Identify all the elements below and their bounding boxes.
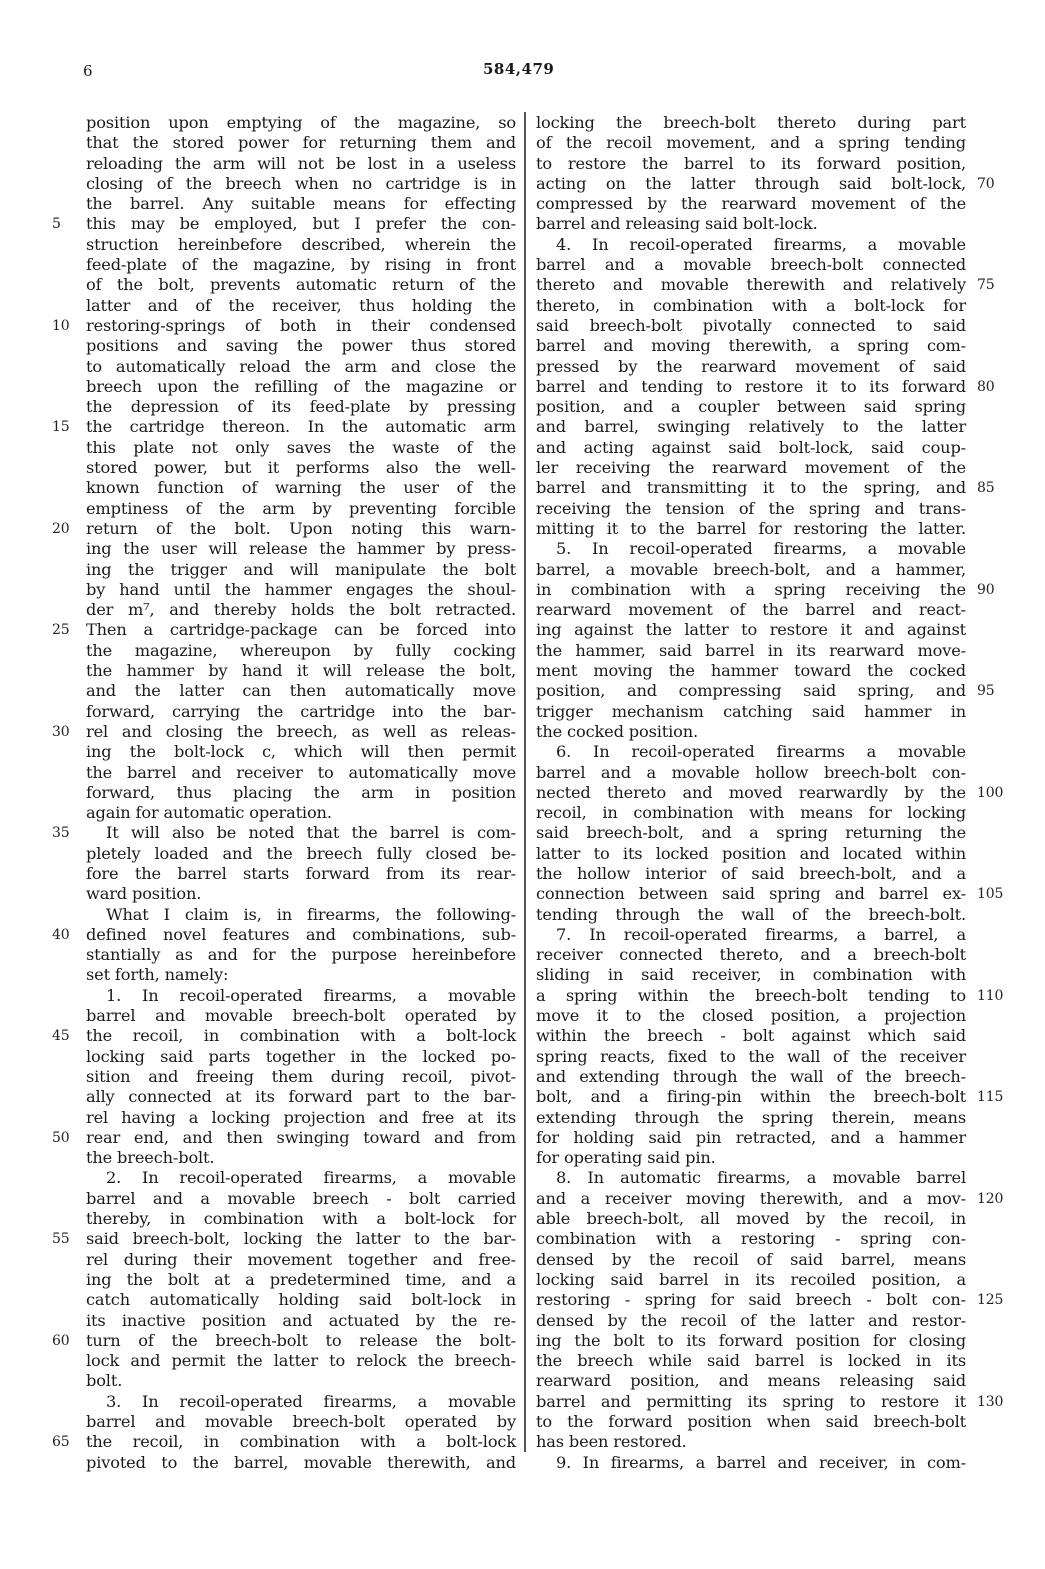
line-text: the hammer, said barrel in its rearward move- [536,640,966,660]
line-text: barrel and transmitting it to the spring, and [536,478,966,498]
text-line [86,377,516,397]
line-text: set forth, namely: [86,965,229,985]
text-line [536,336,966,356]
line-text: this may be employed, but I prefer the con- [86,214,516,234]
line-text: stantially as and for the purpose hereinbefore [86,945,516,965]
text-line [86,316,516,336]
text-line [536,580,966,600]
text-line [536,1189,966,1209]
text-line [536,1351,966,1371]
line-text: der m⁷, and thereby holds the bolt retracted. [86,600,516,620]
line-text: It will also be noted that the barrel is com- [106,823,516,843]
line-text: 8. In automatic firearms, a movable barrel [556,1168,966,1188]
line-text: by hand until the hammer engages the shoul- [86,579,516,599]
line-text: this plate not only saves the waste of the [86,437,516,457]
line-text: forward, carrying the cartridge into the bar- [86,701,516,721]
line-text: for holding said pin retracted, and a hammer [536,1127,966,1147]
line-text: lock and permit the latter to relock the breech- [86,1351,516,1371]
line-number: 35 [52,825,70,842]
text-line [86,438,516,458]
line-text: pressed by the rearward movement of said [536,356,966,376]
line-text: barrel and releasing said bolt-lock. [536,214,818,234]
line-text: thereto and movable therewith and relatively [536,275,966,295]
text-line [86,1087,516,1107]
line-number: 75 [977,277,995,294]
line-text: the barrel. Any suitable means for effecting [86,194,516,214]
text-line [86,154,516,174]
text-line [536,194,966,214]
text-line [536,600,966,620]
line-text: compressed by the rearward movement of the [536,194,966,214]
text-line [536,478,966,498]
line-text: bolt. [86,1371,123,1391]
text-line [536,397,966,417]
line-text: return of the bolt. Upon noting this warn- [86,518,516,538]
line-text: rel during their movement together and free- [86,1249,516,1269]
text-line [536,1128,966,1148]
line-text: closing of the breech when no cartridge is in [86,173,516,193]
line-text: What I claim is, in firearms, the following- [106,904,516,924]
line-text: rel and closing the breech, as well as releas- [86,721,516,741]
line-text: fore the barrel starts forward from its rear- [86,863,516,883]
line-text: the cocked position. [536,721,699,741]
line-text: densed by the recoil of the latter and restor- [536,1310,966,1330]
text-line [536,214,966,234]
line-text: the barrel and receiver to automatically move [86,762,516,782]
line-text: restoring-springs of both in their condensed [86,315,516,335]
line-text: receiver connected thereto, and a breech-bolt [536,945,966,965]
line-number: 55 [52,1231,70,1248]
line-text: recoil, in combination with means for locking [536,803,966,823]
line-number: 95 [977,683,995,700]
line-text: and extending through the wall of the breech- [536,1066,966,1086]
text-line [86,1250,516,1270]
text-line [536,1026,966,1046]
line-number: 50 [52,1129,70,1146]
text-line [536,783,966,803]
line-text: of the bolt, prevents automatic return of the [86,275,516,295]
text-line [86,925,516,945]
text-line [536,499,966,519]
line-number: 40 [52,926,70,943]
text-line [536,113,966,133]
text-line [536,133,966,153]
line-text: emptiness of the arm by preventing forcible [86,498,516,518]
text-line [536,1412,966,1432]
text-line [536,620,966,640]
line-text: 3. In recoil-operated firearms, a movable [106,1391,516,1411]
line-text: position upon emptying of the magazine, so [86,113,516,132]
line-text: pivoted to the barrel, movable therewith, and [86,1452,516,1472]
line-number: 45 [52,1028,70,1045]
line-text: and barrel, swinging relatively to the latter [536,417,966,437]
line-text: within the breech - bolt against which said [536,1026,966,1046]
line-text: struction hereinbefore described, wherein the [86,234,516,254]
text-line [86,336,516,356]
text-line [86,844,516,864]
line-text: ally connected at its forward part to the bar- [86,1087,516,1107]
line-text: trigger mechanism catching said hammer in [536,701,966,721]
line-text: nected thereto and moved rearwardly by the [536,782,966,802]
text-line [86,1168,516,1188]
line-text: position, and compressing said spring, and [536,681,966,701]
text-line [536,1209,966,1229]
line-text: tending through the wall of the breech-bolt. [536,904,966,924]
line-text: forward, thus placing the arm in position [86,782,516,802]
line-text: position, and a coupler between said spring [536,397,966,417]
line-text: rear end, and then swinging toward and from [86,1127,516,1147]
text-line [536,905,966,925]
line-text: densed by the recoil of said barrel, means [536,1249,966,1269]
text-line [86,1290,516,1310]
line-text: combination with a restoring - spring con- [536,1229,966,1249]
line-text: able breech-bolt, all moved by the recoil, in [536,1209,966,1229]
line-number: 70 [977,175,995,192]
line-text: the recoil, in combination with a bolt-lock [86,1026,516,1046]
line-text: known function of warning the user of the [86,478,516,498]
text-line [86,1432,516,1452]
line-text: 7. In recoil-operated firearms, a barrel, a [556,924,966,944]
text-line [86,478,516,498]
line-text: 4. In recoil-operated firearms, a movable [556,234,966,254]
line-text: said breech-bolt pivotally connected to said [536,315,966,335]
text-line [86,357,516,377]
text-line [536,1311,966,1331]
text-line [86,580,516,600]
line-text: move it to the closed position, a projection [536,1006,966,1026]
line-text: barrel and movable breech-bolt operated by [86,1006,516,1026]
text-line [536,945,966,965]
line-text: barrel and permitting its spring to restore it [536,1391,966,1411]
line-text: ler receiving the rearward movement of the [536,458,966,478]
text-line [536,641,966,661]
line-text: restoring - spring for said breech - bolt con- [536,1290,966,1310]
line-text: Then a cartridge-package can be forced into [86,620,516,640]
text-line [536,823,966,843]
text-line [86,235,516,255]
text-line [86,1026,516,1046]
page-number: 6 [83,62,93,80]
text-line [536,803,966,823]
line-number: 90 [977,581,995,598]
text-line [536,539,966,559]
line-number: 115 [977,1089,1004,1106]
line-text: the hammer by hand it will release the bolt, [86,661,516,681]
line-text: to automatically reload the arm and close the [86,356,516,376]
line-text: again for automatic operation. [86,803,332,823]
line-text: rearward movement of the barrel and react- [536,600,966,620]
line-text: positions and saving the power thus stored [86,336,516,356]
text-line [86,1453,516,1473]
text-line [86,864,516,884]
line-text: ing the bolt at a predetermined time, and a [86,1269,516,1289]
line-text: sliding in said receiver, in combination with [536,965,966,985]
line-text: the recoil, in combination with a bolt-lock [86,1432,516,1452]
line-text: ward position. [86,884,202,904]
text-line [536,1290,966,1310]
line-text: barrel and a movable breech - bolt carried [86,1188,516,1208]
text-line [536,1108,966,1128]
line-text: connection between said spring and barrel ex- [536,884,966,904]
text-line [536,235,966,255]
line-number: 30 [52,723,70,740]
line-number: 85 [977,480,995,497]
text-line [536,417,966,437]
line-text: mitting it to the barrel for restoring the latter. [536,518,966,538]
line-text: and acting against said bolt-lock, said coup- [536,437,966,457]
text-line [86,763,516,783]
text-line [536,377,966,397]
line-number: 5 [52,216,61,233]
line-text: thereto, in combination with a bolt-lock for [536,295,966,315]
text-line [536,986,966,1006]
line-text: catch automatically holding said bolt-lock in [86,1290,516,1310]
line-text: locking said barrel in its recoiled position, a [536,1269,966,1289]
line-text: spring reacts, fixed to the wall of the receiver [536,1046,966,1066]
line-text: barrel and a movable hollow breech-bolt con- [536,762,966,782]
line-number: 125 [977,1292,1004,1309]
text-line [86,133,516,153]
text-line [86,1189,516,1209]
line-text: ing the bolt-lock c, which will then permit [86,742,516,762]
line-text: rearward position, and means releasing said [536,1371,966,1391]
text-line [536,702,966,722]
line-text: in combination with a spring receiving the [536,579,966,599]
text-line [86,255,516,275]
line-text: 9. In firearms, a barrel and receiver, in com- [556,1452,966,1472]
line-number: 15 [52,419,70,436]
text-line [86,1331,516,1351]
text-line [86,1371,516,1391]
text-line [536,1229,966,1249]
line-number: 100 [977,784,1004,801]
line-number: 60 [52,1332,70,1349]
text-line [86,965,516,985]
line-text: a spring within the breech-bolt tending to [536,985,966,1005]
line-text: to restore the barrel to its forward position, [536,153,966,173]
line-text: latter to its locked position and located within [536,843,966,863]
text-line [536,1453,966,1473]
text-line [86,560,516,580]
line-text: pletely loaded and the breech fully closed be- [86,843,516,863]
column-divider [524,112,526,1452]
line-number: 120 [977,1190,1004,1207]
text-line [536,174,966,194]
text-line [536,925,966,945]
text-line [86,1148,516,1168]
line-number: 20 [52,520,70,537]
text-line [86,1128,516,1148]
text-line [86,742,516,762]
text-line [86,275,516,295]
line-text: rel having a locking projection and free at its [86,1107,516,1127]
patent-number: 584,479 [483,60,555,78]
line-text: its inactive position and actuated by the re- [86,1310,516,1330]
line-text: barrel and a movable breech-bolt connected [536,255,966,275]
text-line [86,945,516,965]
text-line [536,1331,966,1351]
text-line [86,1047,516,1067]
text-line [536,1006,966,1026]
line-text: to the forward position when said breech-bolt [536,1412,966,1431]
line-text: ing the trigger and will manipulate the bolt [86,559,516,579]
text-line [536,1047,966,1067]
line-number: 130 [977,1393,1004,1410]
line-number: 25 [52,622,70,639]
line-text: and a receiver moving therewith, and a mov- [536,1188,966,1208]
text-line [86,174,516,194]
right-text-column [536,113,1004,1473]
line-text: ing the user will release the hammer by press- [86,539,516,559]
line-text: said breech-bolt, and a spring returning the [536,823,966,843]
text-line [86,722,516,742]
line-text: defined novel features and combinations, sub- [86,924,516,944]
text-line [86,539,516,559]
line-text: the hollow interior of said breech-bolt, and a [536,863,966,883]
line-text: feed-plate of the magazine, by rising in front [86,255,516,275]
text-line [536,438,966,458]
line-text: the depression of its feed-plate by pressing [86,397,516,417]
text-line [86,986,516,1006]
line-text: barrel and tending to restore it to its forward [536,376,966,396]
line-text: has been restored. [536,1432,687,1452]
line-text: the breech while said barrel is locked in its [536,1351,966,1371]
line-text: 6. In recoil-operated firearms a movable [556,742,966,762]
line-text: of the recoil movement, and a spring tending [536,133,966,153]
text-line [86,661,516,681]
line-text: receiving the tension of the spring and trans- [536,498,966,518]
line-text: 5. In recoil-operated firearms, a movable [556,539,966,559]
line-text: barrel, a movable breech-bolt, and a hammer, [536,559,966,579]
text-line [86,113,516,133]
text-line [86,641,516,661]
line-text: the breech-bolt. [86,1148,215,1168]
line-text: said breech-bolt, locking the latter to the bar- [86,1229,516,1249]
text-line [86,214,516,234]
line-text: extending through the spring therein, means [536,1107,966,1127]
text-line [536,884,966,904]
text-line [86,1351,516,1371]
text-line [536,722,966,742]
text-line [536,296,966,316]
line-text: acting on the latter through said bolt-lock, [536,173,966,193]
line-text: breech upon the refilling of the magazine or [86,376,516,396]
line-text: locking said parts together in the locked po- [86,1046,516,1066]
line-text: sition and freeing them during recoil, pivot- [86,1066,516,1086]
line-number: 110 [977,987,1004,1004]
line-text: barrel and moving therewith, a spring com- [536,336,966,356]
text-line [86,1229,516,1249]
text-line [536,1250,966,1270]
line-text: and the latter can then automatically move [86,681,516,701]
text-line [86,458,516,478]
line-text: 1. In recoil-operated firearms, a movable [106,985,516,1005]
text-line [536,742,966,762]
line-text: locking the breech-bolt thereto during part [536,113,966,132]
line-text: ing the bolt to its forward position for closing [536,1330,966,1350]
text-line [86,519,516,539]
line-text: ment moving the hammer toward the cocked [536,661,966,681]
text-line [86,823,516,843]
line-text: thereby, in combination with a bolt-lock for [86,1209,516,1229]
text-line [86,1067,516,1087]
line-text: barrel and movable breech-bolt operated by [86,1412,516,1431]
text-line [536,1392,966,1412]
text-line [536,1432,966,1452]
line-text: bolt, and a firing-pin within the breech-bolt [536,1087,966,1107]
line-number: 10 [52,317,70,334]
text-line [86,417,516,437]
text-line [536,519,966,539]
text-line [86,783,516,803]
text-line [86,884,516,904]
text-line [86,681,516,701]
line-text: ing against the latter to restore it and against [536,620,966,640]
text-line [536,275,966,295]
line-text: turn of the breech-bolt to release the bolt- [86,1330,516,1350]
line-text: latter and of the receiver, thus holding the [86,295,516,315]
text-line [86,1270,516,1290]
text-line [536,681,966,701]
line-text: that the stored power for returning them and [86,133,516,153]
line-text: stored power, but it performs also the well- [86,458,516,478]
text-line [536,1087,966,1107]
text-line [86,1392,516,1412]
line-text: for operating said pin. [536,1148,716,1168]
line-number: 105 [977,886,1004,903]
line-text: 2. In recoil-operated firearms, a movable [106,1168,516,1188]
line-number: 65 [52,1434,70,1451]
text-line [86,620,516,640]
left-text-column [52,113,516,1473]
text-line [536,844,966,864]
text-line [536,316,966,336]
text-line [536,1148,966,1168]
line-text: the cartridge thereon. In the automatic arm [86,417,516,437]
line-text: reloading the arm will not be lost in a useless [86,153,516,173]
line-number: 80 [977,378,995,395]
line-text: the magazine, whereupon by fully cocking [86,640,516,660]
